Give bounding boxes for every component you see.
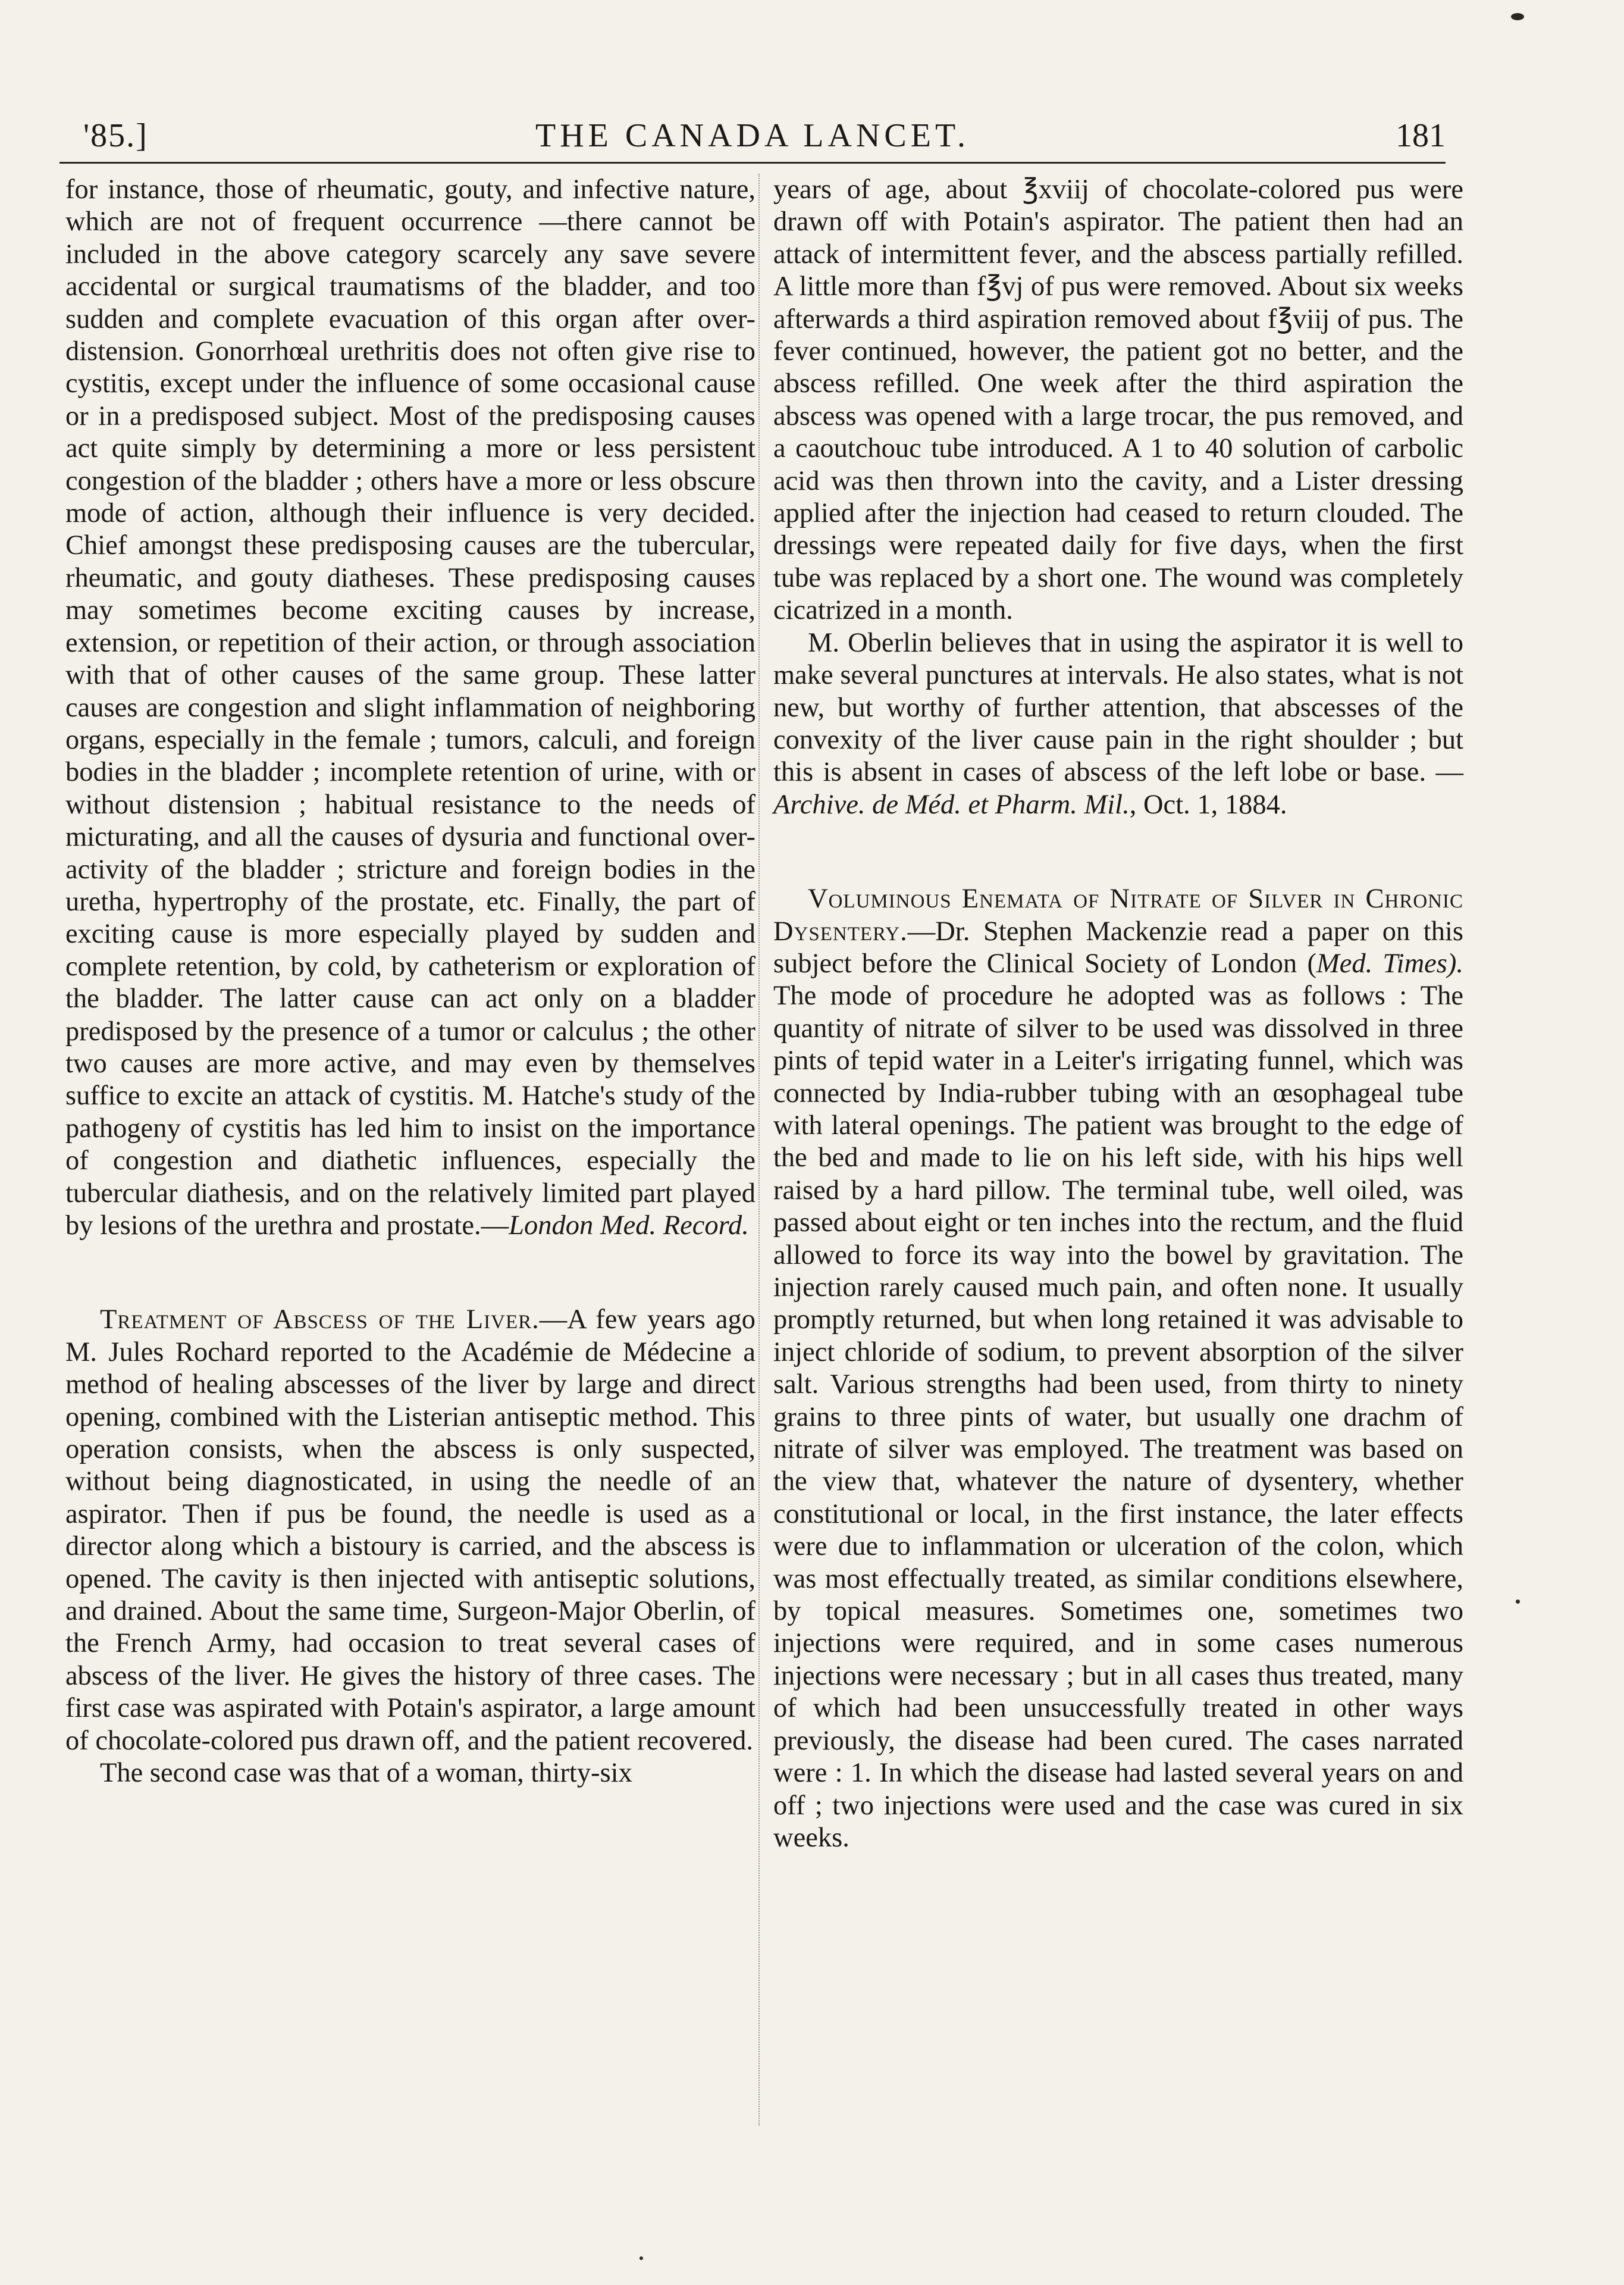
enemata-article-heading: Voluminous Enemata of Nitrate of Silver in Chronic Dysentery. <box>773 884 1463 947</box>
enemata-body-b: The mode of procedure he adopted was as follows : The quantity of nitrate of silver to be used was dissolved in three pints of tepid water in a Leiter's irrigating funnel, which was connected by India-rubber tubing with an œsophageal tube with lateral openings. The patient was brought to the edge of the bed and made to lie on his left side, with his hips well raised by a hard pillow. The terminal tube, well oiled, was passed about eight or ten inches into the rectum, and the fluid allowed to force its way into the bowel by gravitation. The injection rarely caused much pain, and often none. It usually promptly returned, but when long retained it was advisable to inject chloride of sodium, to prevent absorption of the silver salt. Various strengths had been used, from thirty to ninety grains to three pints of water, but usually one drachm of nitrate of silver was employed. The treatment was based on the view that, whatever the nature of dysentery, whether constitutional or local, in the first instance, the later effects were due to inflammation or ulceration of the colon, which was most effectually treated, as similar conditions elsewhere, by topical measures. Sometimes one, sometimes two injections were required, and in some cases numerous injections were necessary ; but in all cases thus treated, many of which had been unsuccessfully treated in other ways previously, the disease had been cured. The cases narrated were : 1. In which the disease had lasted several years on and off ; two injections were used and the case was cured in six weeks. <box>773 981 1463 1853</box>
oberlin-date: , Oct. 1, 1884. <box>1129 789 1287 820</box>
left-column <box>65 174 755 1790</box>
cystitis-source: London Med. Record. <box>509 1210 749 1241</box>
oberlin-text: M. Oberlin believes that in using the aspirator it is well to make several punctures at intervals. He also states, what is not new, but worthy of further attention, that abscesses of the convexity of the liver cause pain in the right shoulder ; but this is absent in cases of abscess of the left lobe or base. — <box>773 627 1463 788</box>
liver-article-heading: Treatment of Abscess of the Liver. <box>100 1304 540 1335</box>
header-rule <box>59 162 1446 164</box>
right-column <box>773 174 1463 1854</box>
enemata-body-a: —Dr. Stephen Mackenzie read a paper on this subject before the Clinical Society of London ( <box>773 916 1463 979</box>
ink-speck <box>1516 1600 1520 1604</box>
ink-speck <box>1511 13 1524 20</box>
oberlin-source: Archive. de Méd. et Pharm. Mil. <box>773 789 1130 820</box>
page-number: 181 <box>1396 117 1446 154</box>
second-case-paragraph: The second case was that of a woman, thirty-six <box>100 1758 632 1789</box>
enemata-source: Med. Times). <box>1316 948 1464 979</box>
enemata-article <box>773 883 1463 1854</box>
oberlin-paragraph <box>773 627 1463 821</box>
liver-article <box>65 1304 755 1757</box>
cystitis-paragraph <box>65 174 755 1242</box>
header-year: '85.] <box>83 117 148 154</box>
ink-speck <box>639 2256 643 2260</box>
running-header <box>59 117 1446 158</box>
cystitis-text: for instance, those of rheumatic, gouty, and infective nature, which are not of frequent occurrence —there cannot be included in the above category scarcely any save severe accidental or surgical traumatisms of the bladder, and too sudden and complete evacuation of this organ after over-distension. Gonorrhœal urethritis does not often give rise to cystitis, except under the influence of some occasional cause or in a predisposed subject. Most of the predisposing causes act quite simply by determining a more or less persistent congestion of the bladder ; others have a more or less obscure mode of action, although their influence is very decided. Chief amongst these predisposing causes are the tubercular, rheumatic, and gouty diatheses. These predisposing causes may sometimes become exciting causes by increase, extension, or repetition of their action, or through association with that of other causes of the same group. These latter causes are congestion and slight inflammation of neighboring organs, especially in the female ; tumors, calculi, and foreign bodies in the bladder ; incomplete retention of urine, with or without distension ; habitual resistance to the needs of micturating, and all the causes of dysuria and functional over-activity of the bladder ; stricture and foreign bodies in the uretha, hypertrophy of the prostate, etc. Finally, the part of exciting cause is more especially played by sudden and complete retention, by cold, by catheterism or exploration of the bladder. The latter cause can act only on a bladder predisposed by the presence of a tumor or calculus ; the other two causes are more active, and may even by themselves suffice to excite an attack of cystitis. M. Hatche's study of the pathogeny of cystitis has led him to insist on the importance of congestion and diathetic influences, especially the tubercular diathesis, and on the relatively limited part played by lesions of the urethra and prostate.— <box>65 174 755 1241</box>
journal-title: THE CANADA LANCET. <box>535 117 970 154</box>
column-divider <box>758 174 760 2126</box>
liver-article-body: —A few years ago M. Jules Rochard reported to the Académie de Médecine a method of healing abscesses of the liver by large and direct opening, combined with the Listerian antiseptic method. This operation consists, when the abscess is only suspected, without being diagnosticated, in using the needle of an aspirator. Then if pus be found, the needle is used as a director along which a bistoury is carried, and the abscess is opened. The cavity is then injected with antiseptic solutions, and drained. About the same time, Surgeon-Major Oberlin, of the French Army, had occasion to treat several cases of abscess of the liver. He gives the history of three cases. The first case was aspirated with Potain's aspirator, a large amount of chocolate-colored pus drawn off, and the patient recovered. <box>65 1304 756 1756</box>
liver-continuation-paragraph: years of age, about ℥xviij of chocolate-colored pus were drawn off with Potain's aspirator. The patient then had an attack of intermittent fever, and the abscess partially refilled. A little more than f℥vj of pus were removed. About six weeks afterwards a third aspiration removed about f℥viij of pus. The fever continued, however, the patient got no better, and the abscess refilled. One week after the third aspiration the abscess was opened with a large trocar, the pus removed, and a caoutchouc tube introduced. A 1 to 40 solution of carbolic acid was then thrown into the cavity, and a Lister dressing applied after the injection had ceased to return clouded. The dressings were repeated daily for five days, when the first tube was replaced by a short one. The wound was completely cicatrized in a month. <box>773 174 1463 626</box>
